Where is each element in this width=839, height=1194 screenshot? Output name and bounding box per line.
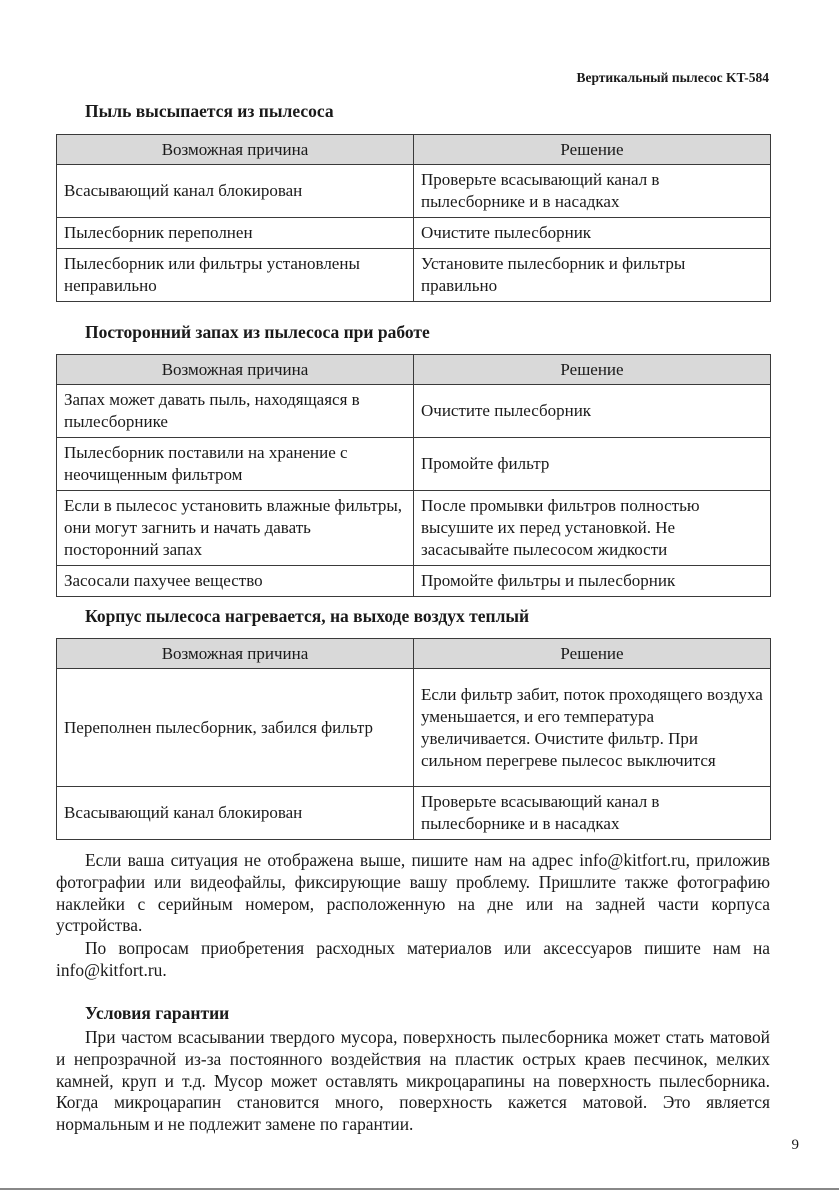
cause-cell: Засосали пахучее вещество: [57, 566, 414, 597]
cause-cell: Запах может давать пыль, находящаяся в пылесборнике: [57, 385, 414, 438]
column-header-cause: Возможная причина: [57, 355, 414, 385]
cause-cell: Пылесборник или фильтры установлены неправильно: [57, 249, 414, 302]
page-number: 9: [791, 1137, 799, 1153]
running-head: Вертикальный пылесос KT-584: [576, 70, 769, 85]
solution-cell: Проверьте всасывающий канал в пылесборнике и в насадках: [414, 165, 771, 218]
column-header-solution: Решение: [414, 639, 771, 669]
cause-cell: Пылесборник поставили на хранение с неочищенным фильтром: [57, 438, 414, 491]
column-header-cause: Возможная причина: [57, 135, 414, 165]
warranty-paragraph-text: При частом всасывании твердого мусора, поверхность пылесборника может стать матовой и непрозрачной из-за постоянного воздействия на пластик острых краев песчинок, мелких камней, круп и т.д. Мусор может оставлять микроцарапины на поверхность пылесборника. Когда микроцарапин становится много, поверхность кажется матовой. Это является нормальным и не подлежит замене по гарантии.: [56, 1027, 770, 1135]
table-header-row: [57, 639, 771, 669]
contact-paragraph: [56, 850, 770, 937]
table-row: [57, 491, 771, 566]
solution-cell: Очистите пылесборник: [414, 385, 771, 438]
solution-cell: Если фильтр забит, поток проходящего воздуха уменьшается, и его температура увеличивается. Очистите фильтр. При сильном перегреве пылесос выключится: [414, 669, 771, 787]
column-header-solution: Решение: [414, 355, 771, 385]
column-header-cause: Возможная причина: [57, 639, 414, 669]
cause-cell: Всасывающий канал блокирован: [57, 165, 414, 218]
solution-cell: Промойте фильтр: [414, 438, 771, 491]
solution-cell: Очистите пылесборник: [414, 218, 771, 249]
accessories-paragraph: [56, 938, 770, 982]
column-header-solution: Решение: [414, 135, 771, 165]
solution-cell: Установите пылесборник и фильтры правильно: [414, 249, 771, 302]
cause-cell: Пылесборник переполнен: [57, 218, 414, 249]
table-row: [57, 165, 771, 218]
section-heading-smell: Посторонний запах из пылесоса при работе: [85, 322, 430, 342]
solution-cell: После промывки фильтров полностью высушите их перед установкой. Не засасывайте пылесосом жидкости: [414, 491, 771, 566]
table-row: [57, 566, 771, 597]
table-row: [57, 787, 771, 840]
bottom-rule: [0, 1188, 839, 1190]
cause-cell: Всасывающий канал блокирован: [57, 787, 414, 840]
table-header-row: [57, 355, 771, 385]
table-row: [57, 218, 771, 249]
section-heading-heating: Корпус пылесоса нагревается, на выходе воздух теплый: [85, 606, 530, 626]
table-row: [57, 249, 771, 302]
contact-paragraph-text: Если ваша ситуация не отображена выше, пишите нам на адрес info@kitfort.ru, приложив фотографии или видеофайлы, фиксирующие вашу проблему. Пришлите также фотографию наклейки с серийным номером, расположенную на дне или на задней части корпуса устройства.: [56, 850, 770, 936]
warranty-heading: Условия гарантии: [85, 1003, 230, 1023]
troubleshooting-table-heating: [56, 638, 771, 840]
table-row: [57, 669, 771, 787]
table-row: [57, 438, 771, 491]
table-header-row: [57, 135, 771, 165]
table-row: [57, 385, 771, 438]
cause-cell: Если в пылесос установить влажные фильтры, они могут загнить и начать давать посторонний запах: [57, 491, 414, 566]
accessories-paragraph-text: По вопросам приобретения расходных материалов или аксессуаров пишите нам на info@kitfort.ru.: [56, 938, 770, 980]
solution-cell: Проверьте всасывающий канал в пылесборнике и в насадках: [414, 787, 771, 840]
troubleshooting-table-smell: [56, 354, 771, 597]
solution-cell: Промойте фильтры и пылесборник: [414, 566, 771, 597]
warranty-paragraph: [56, 1027, 770, 1136]
troubleshooting-table-dust: [56, 134, 771, 302]
section-heading-dust: Пыль высыпается из пылесоса: [85, 101, 334, 121]
cause-cell: Переполнен пылесборник, забился фильтр: [57, 669, 414, 787]
